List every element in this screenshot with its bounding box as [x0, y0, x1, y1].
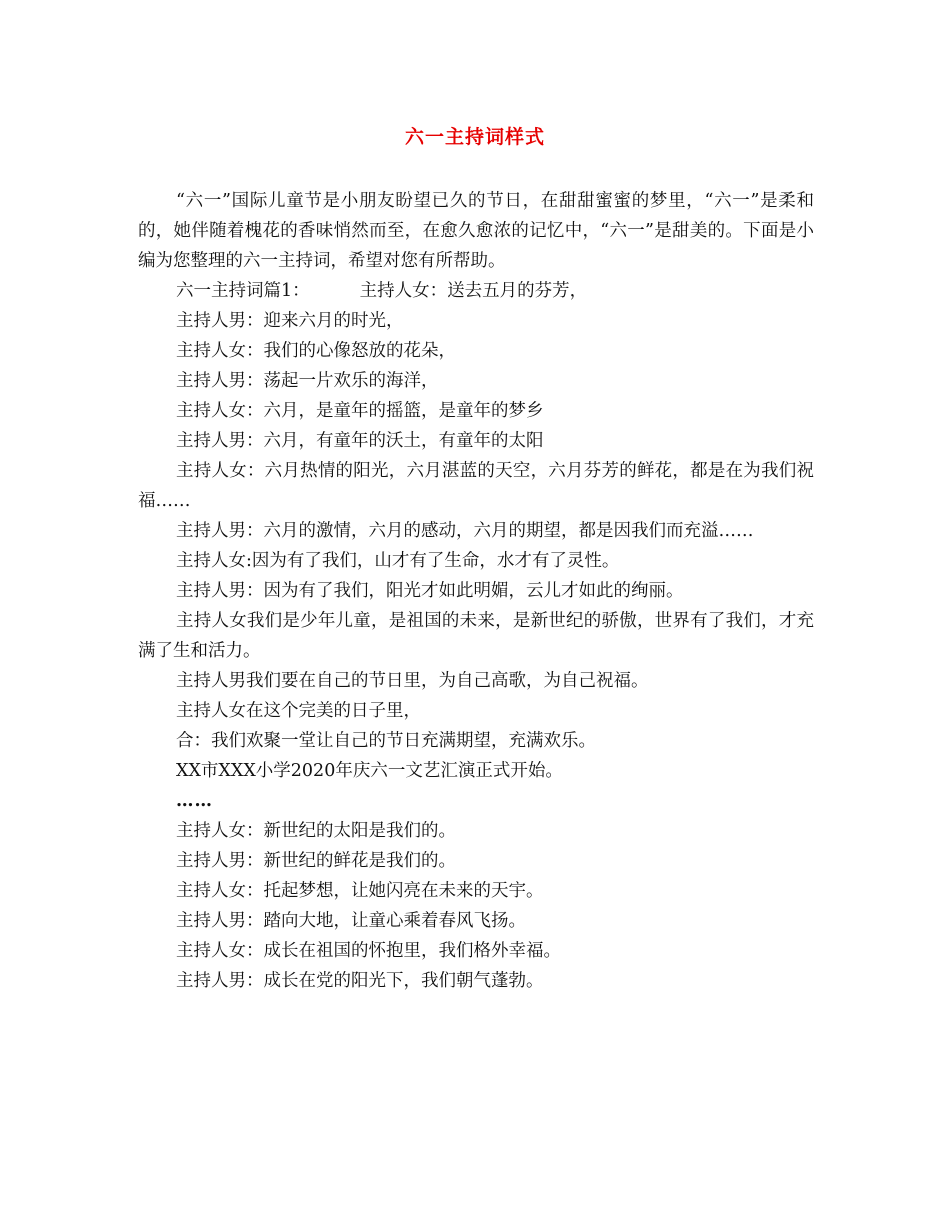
- host-line: 主持人男：六月，有童年的沃土，有童年的太阳: [176, 431, 544, 451]
- host-line: 主持人男：六月的激情，六月的感动，六月的期望，都是因我们而充溢……: [176, 521, 754, 541]
- document-body: [138, 186, 814, 996]
- host-line: 主持人女我们是少年儿童，是祖国的未来，是新世纪的骄傲，世界有了我们，才充满了生和活力。: [138, 611, 814, 661]
- host-line: 主持人女：我们的心像怒放的花朵，: [176, 341, 456, 361]
- section-heading-line: [138, 276, 814, 306]
- host-line: 主持人女：新世纪的太阳是我们的。: [176, 821, 456, 841]
- host-line: 主持人男：踏向大地，让童心乘着春风飞扬。: [176, 911, 526, 931]
- host-line: 主持人女:因为有了我们，山才有了生命，水才有了灵性。: [176, 551, 620, 571]
- announcement-line: XX市XXX小学2020年庆六一文艺汇演正式开始。: [176, 761, 563, 781]
- intro-paragraph: “六一”国际儿童节是小朋友盼望已久的节日，在甜甜蜜蜜的梦里，“六一”是柔和的，她伴随着槐花的香味悄然而至，在愈久愈浓的记忆中，“六一”是甜美的。下面是小编为您整理的六一主持词，希望对您有所帮助。: [138, 191, 814, 271]
- host-line: 主持人男我们要在自己的节日里，为自己高歌，为自己祝福。: [176, 671, 649, 691]
- host-line: 主持人男：新世纪的鲜花是我们的。: [176, 851, 456, 871]
- host-line: 主持人女：托起梦想，让她闪亮在未来的天宇。: [176, 881, 544, 901]
- host-line: 主持人女：成长在祖国的怀抱里，我们格外幸福。: [176, 941, 561, 961]
- host-line: 主持人男：因为有了我们，阳光才如此明媚，云儿才如此的绚丽。: [176, 581, 684, 601]
- host-line: 主持人女：六月热情的阳光，六月湛蓝的天空，六月芬芳的鲜花，都是在为我们祝福……: [138, 461, 814, 511]
- host-line: 主持人男：荡起一片欢乐的海洋，: [176, 371, 439, 391]
- host-line: 主持人女在这个完美的日子里，: [176, 701, 421, 721]
- ellipsis-line: ……: [176, 791, 213, 811]
- host-line: 主持人女：六月，是童年的摇篮，是童年的梦乡: [176, 401, 544, 421]
- section-heading: 六一主持词篇1：: [176, 281, 310, 301]
- host-line: 合：我们欢聚一堂让自己的节日充满期望，充满欢乐。: [176, 731, 596, 751]
- host-line: 主持人男：迎来六月的时光，: [176, 311, 404, 331]
- host-line: 主持人女：送去五月的芬芳，: [359, 281, 588, 301]
- host-line: 主持人男：成长在党的阳光下，我们朝气蓬勃。: [176, 971, 544, 991]
- document-title: 六一主持词样式: [404, 126, 545, 148]
